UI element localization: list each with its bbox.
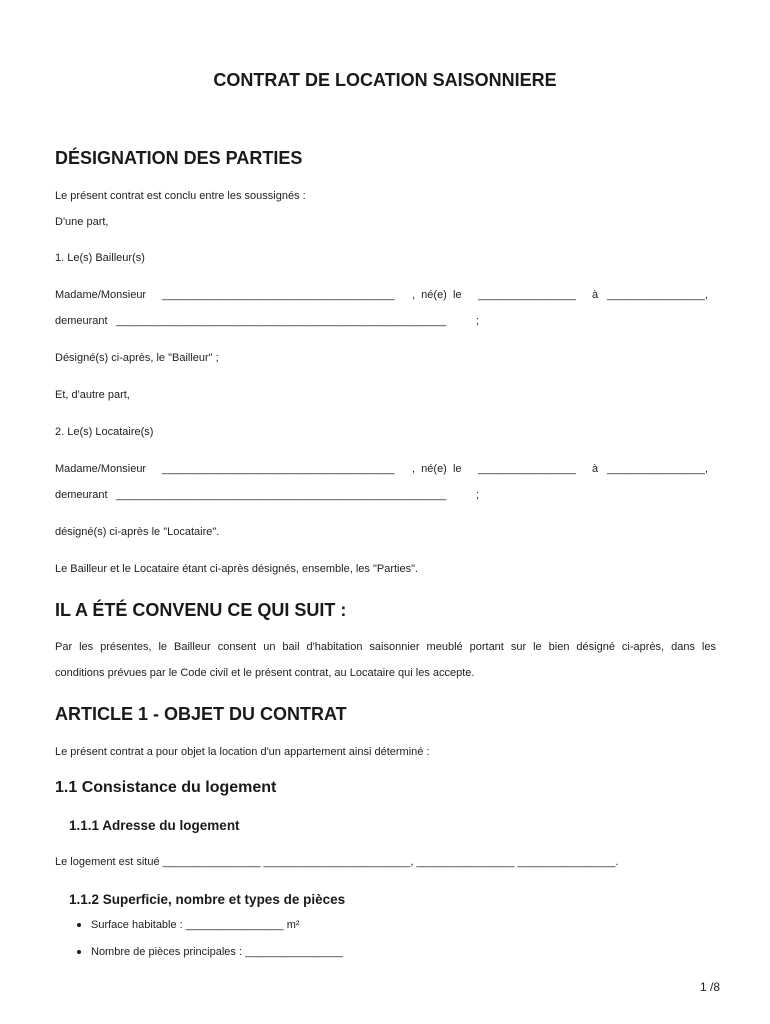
locataire-semicolon: ;: [476, 489, 480, 501]
bailleur-semicolon: ;: [476, 315, 480, 327]
bullet-surface-habitable: Surface habitable : ________________ m²: [91, 919, 300, 931]
subsection-1-1-1-heading: 1.1.1 Adresse du logement: [69, 818, 240, 833]
locataire-address-blank: ______________________________________________________: [116, 489, 447, 501]
locataire-ne-le: , né(e) le: [412, 463, 462, 475]
second-part-text: Et, d'autre part,: [55, 389, 130, 401]
bailleur-demeurant: demeurant: [55, 315, 108, 327]
bailleur-a: à: [592, 289, 599, 301]
intro-text: Le présent contrat est conclu entre les soussignés :: [55, 190, 306, 202]
locataire-name-blank: ______________________________________: [162, 463, 395, 475]
page-number: 1 /8: [700, 980, 721, 994]
document-title: CONTRAT DE LOCATION SAISONNIERE: [213, 70, 557, 90]
paragraph-line-1: Par les présentes, le Bailleur consent un bail d'habitation saisonnier meublé portant sur le bien désigné ci-après, dans les: [55, 641, 716, 653]
paragraph-line-2: conditions prévues par le Code civil et le présent contrat, au Locataire qui les accepte.: [55, 667, 475, 679]
article-1-intro: Le présent contrat a pour objet la location d'un appartement ainsi déterminé :: [55, 746, 430, 758]
bailleur-date-blank: ________________: [478, 289, 576, 301]
first-part-text: D'une part,: [55, 216, 109, 228]
locataire-place-blank: ________________,: [607, 463, 708, 475]
section-heading-designation: DÉSIGNATION DES PARTIES: [55, 148, 303, 168]
locataire-designation: désigné(s) ci-après le "Locataire".: [55, 526, 220, 538]
subsection-1-1-heading: 1.1 Consistance du logement: [55, 779, 277, 796]
article-1-heading: ARTICLE 1 - OBJET DU CONTRAT: [55, 704, 347, 724]
bullet-dot: [77, 950, 81, 954]
bailleur-ne-le: , né(e) le: [412, 289, 462, 301]
bailleur-name-blank: ______________________________________: [162, 289, 395, 301]
subsection-1-1-2-heading: 1.1.2 Superficie, nombre et types de pièces: [69, 892, 346, 907]
bailleur-place-blank: ________________,: [607, 289, 708, 301]
bailleur-madame-label: Madame/Monsieur: [55, 289, 147, 301]
locataire-madame-label: Madame/Monsieur: [55, 463, 147, 475]
parties-text: Le Bailleur et le Locataire étant ci-après désignés, ensemble, les "Parties".: [55, 563, 419, 575]
locataire-a: à: [592, 463, 599, 475]
bullet-nombre-pieces: Nombre de pièces principales : ________________: [91, 946, 343, 958]
bailleur-address-blank: ______________________________________________________: [116, 315, 447, 327]
bailleur-designation: Désigné(s) ci-après, le "Bailleur" ;: [55, 352, 219, 364]
locataire-demeurant: demeurant: [55, 489, 108, 501]
bailleur-label: 1. Le(s) Bailleur(s): [55, 252, 145, 264]
locataire-label: 2. Le(s) Locataire(s): [55, 426, 154, 438]
address-text: Le logement est situé ________________ ________________________, ________________ ________________.: [55, 856, 619, 868]
section-heading-convenu: IL A ÉTÉ CONVENU CE QUI SUIT :: [55, 600, 347, 620]
bullet-dot: [77, 923, 81, 927]
locataire-date-blank: ________________: [478, 463, 576, 475]
